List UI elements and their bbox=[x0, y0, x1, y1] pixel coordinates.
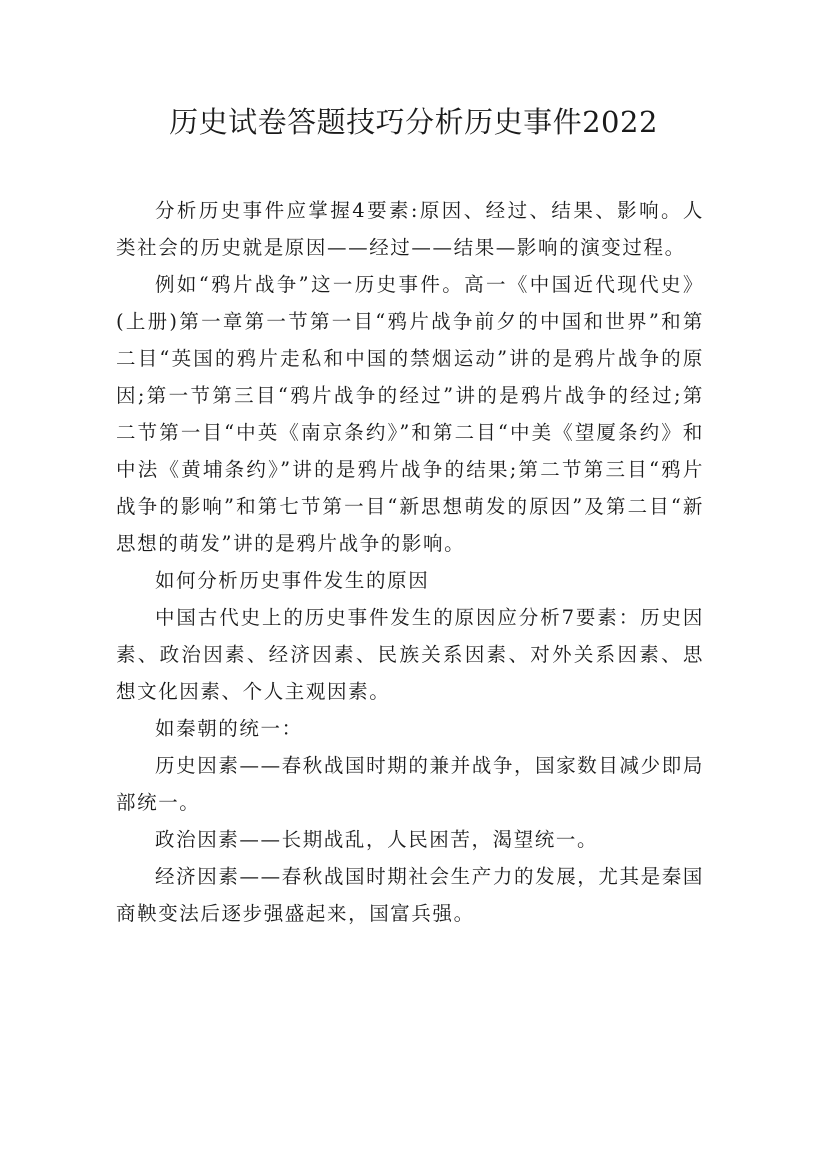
paragraph-qin-example: 如秦朝的统一： bbox=[155, 717, 303, 740]
paragraph-economic-factor: 经济因素——春秋战国时期社会生产力的发展，尤其是秦国商鞅变法后逐步强盛起来，国富兵强。 bbox=[116, 865, 704, 925]
paragraph-opium-war-example: 例如“鸦片战争”这一历史事件。高一《中国近代现代史》(上册)第一章第一节第一目“鸦片战争前夕的中国和世界”和第二目“英国的鸦片走私和中国的禁烟运动”讲的是鸦片战争的原因;第一节第三目“鸦片战争的经过”讲的是鸦片战争的经过;第二节第一目“中英《南京条约》”和第二目“中美《望厦条约》和中法《黄埔条约》”讲的是鸦片战争的结果;第二节第三目“鸦片战争的影响”和第七节第一目“新思想萌发的原因”及第二目“新思想的萌发”讲的是鸦片战争的影响。 bbox=[116, 273, 704, 555]
document-title: 历史试卷答题技巧分析历史事件2022 bbox=[169, 105, 658, 139]
document-body bbox=[116, 192, 704, 932]
paragraph-seven-factors: 中国古代史上的历史事件发生的原因应分析7要素：历史因素、政治因素、经济因素、民族关系因素、对外关系因素、思想文化因素、个人主观因素。 bbox=[116, 606, 704, 703]
paragraph-historical-factor: 历史因素——春秋战国时期的兼并战争，国家数目减少即局部统一。 bbox=[116, 754, 704, 814]
paragraph-political-factor: 政治因素——长期战乱，人民困苦，渴望统一。 bbox=[155, 828, 599, 851]
paragraph-cause-heading: 如何分析历史事件发生的原因 bbox=[155, 569, 430, 592]
paragraph-intro: 分析历史事件应掌握4要素:原因、经过、结果、影响。人类社会的历史就是原因——经过——结果—影响的演变过程。 bbox=[116, 199, 704, 259]
